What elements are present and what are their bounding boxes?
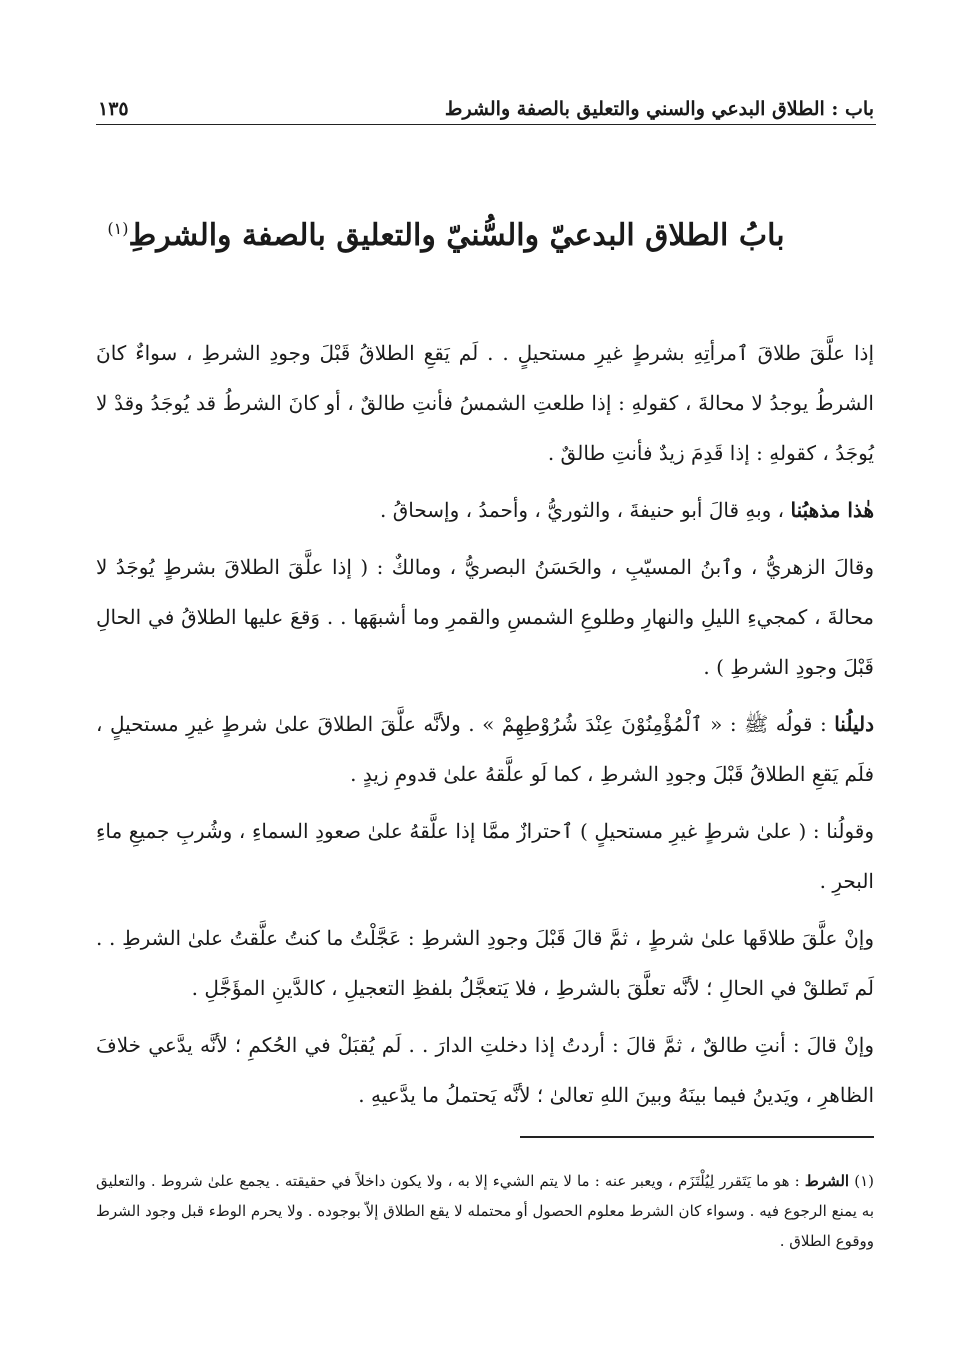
- paragraph-1: [96, 328, 874, 478]
- paragraph-2: [96, 485, 874, 535]
- paragraph-4-lead: دليلُنا: [834, 712, 874, 736]
- body-text: [96, 328, 874, 1127]
- chapter-title-text: بابُ الطلاق البدعيّ والسُّنيّ والتعليق بالصفة والشرطِ: [128, 218, 785, 253]
- paragraph-6: [96, 913, 874, 1013]
- footnote: [96, 1166, 874, 1256]
- footnote-marker: (١): [854, 1172, 874, 1190]
- paragraph-2-text: ، وبهِ قالَ أبو حنيفةَ ، والثوريُّ ، وأحمدُ ، وإسحاقُ .: [380, 498, 791, 522]
- running-title: باب : الطلاق البدعي والسني والتعليق بالصفة والشرط: [444, 98, 874, 120]
- paragraph-2-lead: هٰذا مذهبُنا: [790, 498, 874, 522]
- footnote-term: الشرط: [804, 1172, 850, 1190]
- header-divider: [96, 124, 876, 125]
- running-header: [98, 84, 874, 120]
- paragraph-7: [96, 1020, 874, 1120]
- paragraph-4-text: : قولُه ﷺ : « ٱلْمُؤْمِنُوْنَ عِنْدَ شُرُوْطِهِمْ » . ولأنَّه علَّقَ الطلاقَ علىٰ شرطٍ غيرِ مستحيلٍ ، فلَم يَقعِ الطلاقُ قَبْلَ وجودِ الشرطِ ، كما لَو علَّقهُ علىٰ قدومِ زيدٍ .: [96, 712, 874, 786]
- paragraph-3-text: وقالَ الزهريُّ ، وٱبنُ المسيّبِ ، والحَسَنُ البصريُّ ، ومالكٌ : ( إذا علَّقَ الطلاقَ بشرطٍ يُوجَدُ لا محالةَ ، كمجيءِ الليلِ والنهارِ وطلوعِ الشمسِ والقمرِ وما أشبهَها . . وَقعَ عليها الطلاقُ في الحالِ قَبْلَ وجودِ الشرطِ ) .: [96, 555, 874, 679]
- paragraph-5: [96, 806, 874, 906]
- paragraph-6-text: وإنْ علَّقَ طلاقَها علىٰ شرطٍ ، ثمَّ قالَ قَبْلَ وجودِ الشرطِ : عَجَّلْتُ ما كنتُ علَّقتُ علىٰ الشرطِ . . لَم تَطلقْ في الحالِ ؛ لأنَّه تعلَّقَ بالشرطِ ، فلا يَتعجَّلُ بلفظِ التعجيلِ ، كالدَّينِ المؤَجَّلِ .: [96, 926, 874, 1000]
- footnote-text: : هو ما يَتَقرر لِيُلْتَزَم ، ويعبر عنه : ما لا يتم الشيء إلا به ، ولا يكون داخلاً في حقيقته . يجمع علىٰ شروط . والتعليق به يمنع الرجوع فيه . وسواء كان الشرط معلوم الحصول أو محتمله لا يقع الطلاق إلاّ بوجوده . ولا يحرم الوطء قبل وجود الشرط ووقوع الطلاق .: [96, 1172, 874, 1250]
- paragraph-5-text: وقولُنا : ( علىٰ شرطٍ غيرِ مستحيلٍ ) ٱحترازٌ ممَّا إذا علَّقهُ علىٰ صعودِ السماءِ ، وشُربِ جميعِ ماءِ البحرِ .: [96, 819, 874, 893]
- paragraph-1-text: إذا علَّقَ طلاقَ ٱمرأتِهِ بشرطٍ غيرِ مستحيلٍ . . لَم يَقعِ الطلاقُ قَبْلَ وجودِ الشرطِ ، سواءٌ كانَ الشرطُ يوجدُ لا محالةَ ، كقولهِ : إذا طلعتِ الشمسُ فأنتِ طالقٌ ، أو كانَ الشرطُ قد يُوجَدُ وقدْ لا يُوجَدُ ، كقولهِ : إذا قَدِمَ زيدٌ فأنتِ طالقٌ .: [96, 341, 874, 465]
- paragraph-4: [96, 699, 874, 799]
- footnote-divider: [520, 1136, 874, 1138]
- title-footnote-marker: (١): [107, 219, 129, 238]
- page-number: ١٣٥: [98, 98, 129, 120]
- paragraph-7-text: وإنْ قالَ : أنتِ طالقٌ ، ثمَّ قالَ : أردتُ إذا دخلتِ الدارَ . . لَم يُقبَلْ في الحُكمِ ؛ لأنَّه يدَّعي خلافَ الظاهرِ ، ويَدينُ فيما بينَهُ وبينَ اللهِ تعالىٰ ؛ لأنَّه يَحتملُ ما يدَّعيهِ .: [96, 1033, 874, 1107]
- chapter-title: [96, 218, 796, 253]
- paragraph-3: [96, 542, 874, 692]
